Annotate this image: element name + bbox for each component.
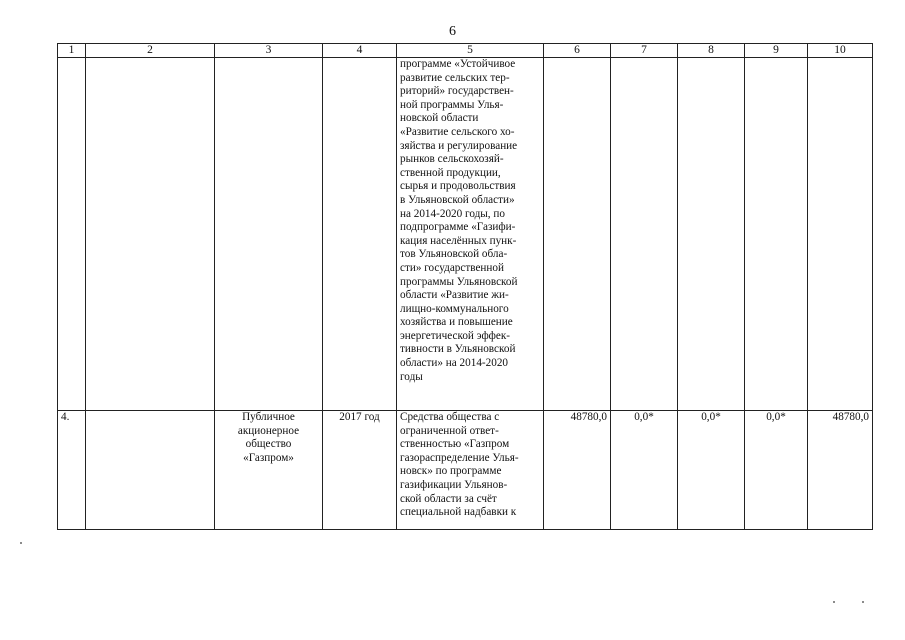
continued-text-line: ственной продукции, [400,166,501,179]
year-cell: 2017 год [323,411,397,530]
continued-cell-10 [808,58,873,411]
amount-col8: 0,0* [678,411,745,530]
continued-text-line: сырья и продовольствия [400,180,516,193]
continued-text-line: области «Развитие жи- [400,289,509,302]
funding-text-line: газификации Ульянов- [400,478,508,491]
column-number-row [58,44,873,58]
funding-text-line: специальной надбавки к [400,506,517,519]
continued-text-line: годы [400,370,423,383]
continued-cell-7 [611,58,678,411]
page-number: 6 [449,24,456,39]
continued-text-line: сти» государственной [400,261,504,274]
amount-col9: 0,0* [745,411,808,530]
column-header-10: 10 [808,44,873,58]
amount-col10: 48780,0 [808,411,873,530]
organization-line: «Газпром» [243,451,294,464]
funding-text-line: новск» по программе [400,465,502,478]
continued-text-line: лищно-коммунального [400,302,509,315]
continued-text-line: риторий» государствен- [400,85,514,98]
continued-text-line: хозяйства и повышение [400,316,513,329]
continued-cell-2 [86,58,215,411]
organization-line: акционерное [237,424,300,437]
continued-description [397,58,544,411]
row-number: 4. [58,411,86,530]
continued-text-line: энергетической эффек- [400,329,511,342]
continued-text-line: рынков сельскохозяй- [400,153,504,166]
continued-text-line: подпрограмме «Газифи- [400,221,516,234]
funding-text-line: газораспределение Улья- [400,451,519,464]
continued-text-line: программы Ульяновской [400,275,518,288]
continued-text-line: в Ульяновской области» [400,193,515,206]
scan-speck [833,601,835,603]
continued-text-line: области» на 2014-2020 [400,357,509,370]
row4-col2 [86,411,215,530]
column-header-9: 9 [745,44,808,58]
column-header-8: 8 [678,44,745,58]
continued-cell-4 [323,58,397,411]
organization-cell [215,411,323,530]
continued-cell-6 [544,58,611,411]
continued-cell-9 [745,58,808,411]
continued-text-line: «Развитие сельского хо- [400,125,515,138]
continued-cell-8 [678,58,745,411]
table-row-4 [58,411,873,530]
funding-source-description [397,411,544,530]
scan-speck [20,542,22,544]
organization-line: Публичное [242,411,295,423]
amount-col6: 48780,0 [544,411,611,530]
continued-text-line: программе «Устойчивое [400,58,516,70]
continued-text-line: на 2014-2020 годы, по [400,207,505,220]
funding-text-line: ограниченной ответ- [400,424,499,437]
continued-text-line: тивности в Ульяновской [400,343,516,356]
amount-col7: 0,0* [611,411,678,530]
column-header-3: 3 [215,44,323,58]
column-header-5: 5 [397,44,544,58]
column-header-7: 7 [611,44,678,58]
column-header-2: 2 [86,44,215,58]
funding-text-line: Средства общества с [400,411,500,423]
continued-cell-3 [215,58,323,411]
scan-speck [862,601,864,603]
column-header-1: 1 [58,44,86,58]
continued-text-line: развитие сельских тер- [400,71,510,84]
column-header-4: 4 [323,44,397,58]
organization-line: общество [245,438,292,451]
column-header-6: 6 [544,44,611,58]
continued-text-line: тов Ульяновской обла- [400,248,508,261]
continued-row [58,58,873,411]
continued-text-line: новской области [400,112,479,125]
continued-text-line: ной программы Улья- [400,98,504,111]
funding-text-line: ской области за счёт [400,492,497,505]
continued-cell-1 [58,58,86,411]
budget-table [57,43,873,530]
continued-text-line: зяйства и регулирование [400,139,518,152]
funding-text-line: ственностью «Газпром [400,438,510,451]
continued-text-line: кация населённых пунк- [400,234,517,247]
